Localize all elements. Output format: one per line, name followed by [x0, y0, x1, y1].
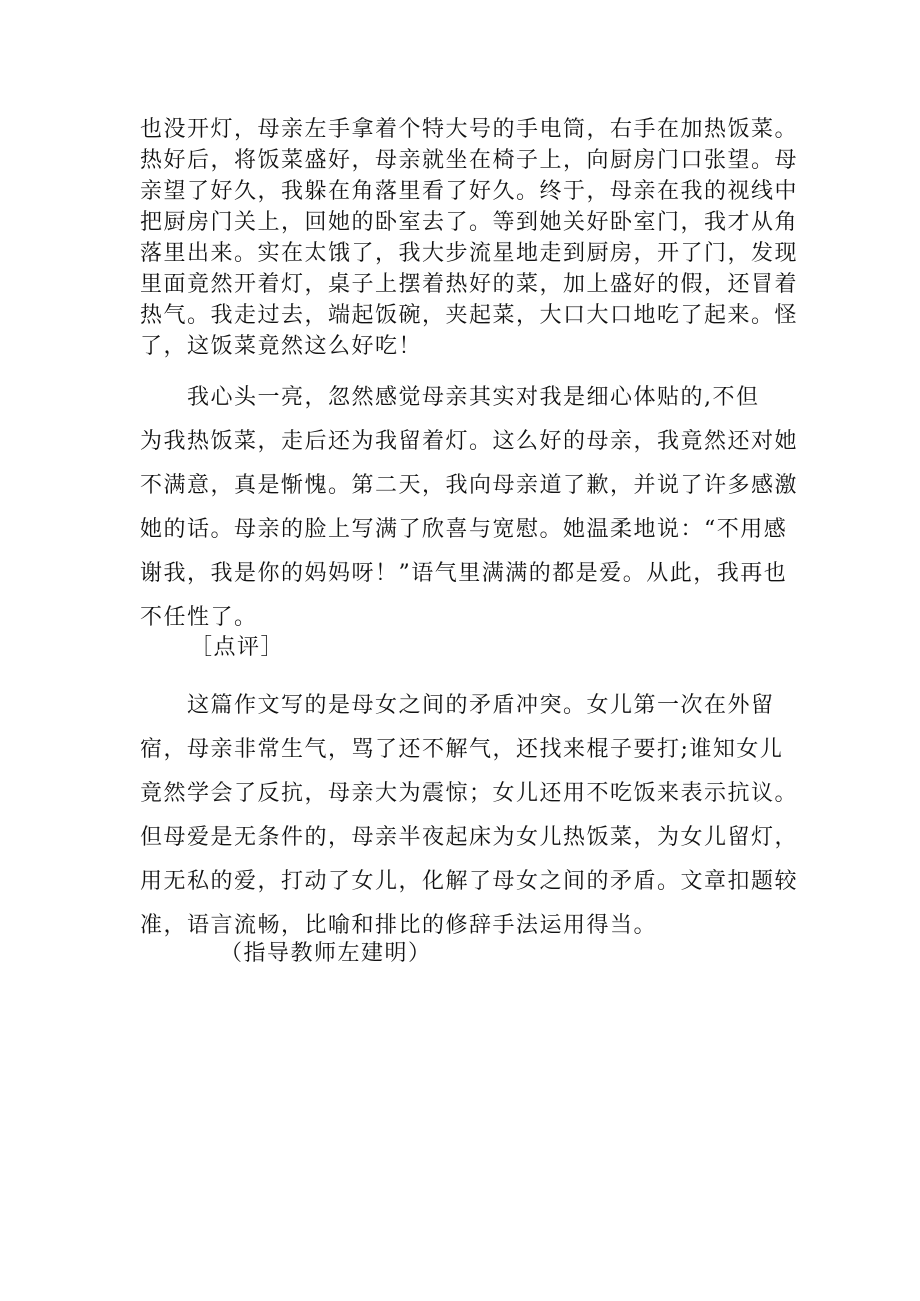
text-line: 她的话。母亲的脸上写满了欣喜与宽慰。她温柔地说：“不用感 — [140, 517, 788, 542]
text-line: 准，语言流畅，比喻和排比的修辞手法运用得当。 — [140, 913, 658, 938]
story-paragraph — [140, 114, 799, 362]
text-line: 热好后，将饭菜盛好，母亲就坐在椅子上，向厨房门口张望。母 — [140, 148, 799, 173]
comment-heading: ［点评］ — [190, 635, 285, 660]
text-line: 里面竟然开着灯，桌子上摆着热好的菜，加上盛好的假，还冒着 — [140, 272, 799, 297]
comment-paragraph — [140, 684, 799, 948]
text-line: 也没开灯，母亲左手拿着个特大号的手电筒，右手在加热饭菜。 — [140, 117, 799, 142]
ending-paragraph — [140, 376, 799, 640]
text-line: 用无私的爱，打动了女儿，化解了母女之间的矛盾。文章扣题较 — [140, 869, 799, 894]
teacher-credit-block — [140, 938, 790, 970]
comment-heading-block — [140, 632, 790, 664]
text-line: 谢我，我是你的妈妈呀！”语气里满满的都是爱。从此，我再也 — [140, 561, 788, 586]
text-line: 亲望了好久，我躲在角落里看了好久。终于，母亲在我的视线中 — [140, 179, 799, 204]
text-line: 竟然学会了反抗，母亲大为震惊；女儿还用不吃饭来表示抗议。 — [140, 781, 799, 806]
text-line: 热气。我走过去，端起饭碗，夹起菜，大口大口地吃了起来。怪 — [140, 303, 799, 328]
teacher-credit: （指导教师左建明） — [220, 941, 432, 966]
text-line: 宿，母亲非常生气，骂了还不解气，还找来棍子要打;谁知女儿 — [140, 737, 784, 762]
text-line: 这篇作文写的是母女之间的矛盾冲突。女儿第一次在外留 — [140, 693, 775, 718]
text-line: 不满意，真是惭愧。第二天，我向母亲道了歉，并说了许多感激 — [140, 473, 799, 498]
text-line: 我心头一亮，忽然感觉母亲其实对我是细心体贴的,不但 — [140, 385, 760, 410]
text-line: 为我热饭菜，走后还为我留着灯。这么好的母亲，我竟然还对她 — [140, 429, 799, 454]
text-line: 了，这饭菜竟然这么好吃！ — [140, 334, 423, 359]
text-line: 但母爱是无条件的，母亲半夜起床为女儿热饭菜，为女儿留灯， — [140, 825, 799, 850]
text-line: 不任性了。 — [140, 605, 258, 630]
text-line: 落里出来。实在太饿了，我大步流星地走到厨房，开了门，发现 — [140, 241, 799, 266]
text-line: 把厨房门关上，回她的卧室去了。等到她关好卧室门，我才从角 — [140, 210, 799, 235]
